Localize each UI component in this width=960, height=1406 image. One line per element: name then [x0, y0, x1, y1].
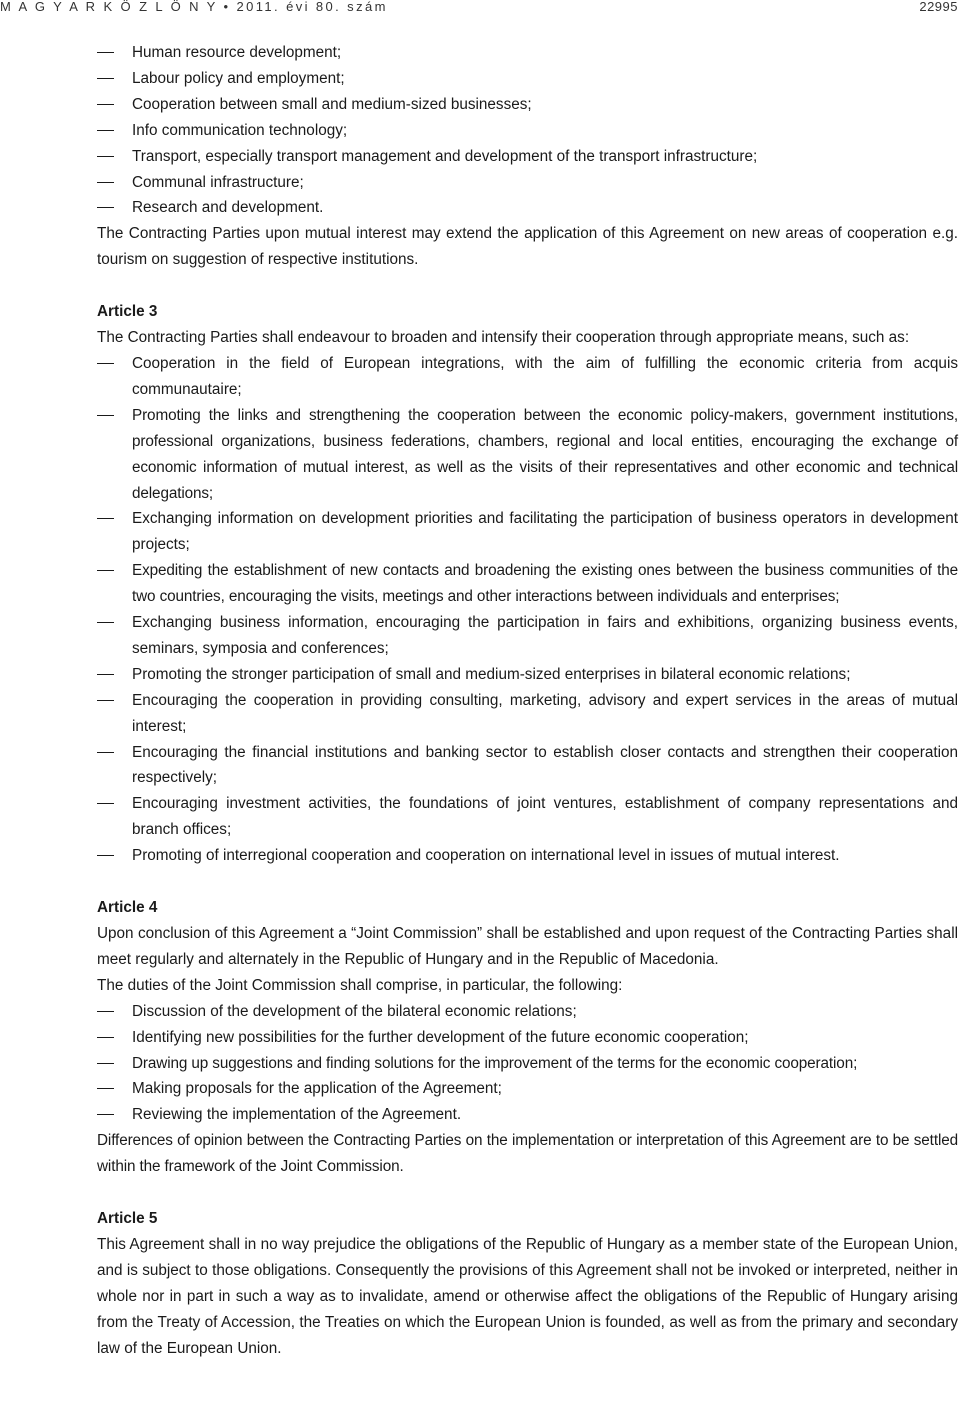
page-header	[0, 0, 960, 15]
list-item: Expediting the establishment of new contacts and broadening the existing ones between the business communities of the two countries, encouraging the visits, meetings and other interactions between individuals and enterprises;	[97, 558, 958, 610]
list-item: Exchanging information on development priorities and facilitating the participation of business operators in development projects;	[97, 506, 958, 558]
paragraph: Upon conclusion of this Agreement a “Joint Commission” shall be established and upon request of the Contracting Parties shall meet regularly and alternately in the Republic of Hungary and in the Republic of Macedonia.	[97, 925, 958, 968]
list-item: Exchanging business information, encouraging the participation in fairs and exhibitions, organizing business events, seminars, symposia and conferences;	[97, 610, 958, 662]
list-item: Transport, especially transport management and development of the transport infrastructure;	[97, 144, 958, 170]
article-5	[97, 1206, 958, 1361]
paragraph: Differences of opinion between the Contracting Parties on the implementation or interpretation of this Agreement are to be settled within the framework of the Joint Commission.	[97, 1132, 958, 1176]
list-item: Making proposals for the application of the Agreement;	[97, 1076, 958, 1102]
list-item: Encouraging the financial institutions and banking sector to establish closer contacts and strengthen their cooperation respectively;	[97, 740, 958, 792]
list-item: Encouraging the cooperation in providing consulting, marketing, advisory and expert services in the areas of mutual interest;	[97, 688, 958, 740]
list-item: Research and development.	[97, 195, 958, 221]
list-item: Reviewing the implementation of the Agreement.	[97, 1102, 958, 1128]
list-item: Promoting the links and strengthening the cooperation between the economic policy-makers, government institutions, professional organizations, business federations, chambers, regional and local entities, encouraging the exchange of economic information of mutual interest, as well as the visits of their representatives and other economic and technical delegations;	[97, 403, 958, 507]
list-item: Promoting of interregional cooperation and cooperation on international level in issues of mutual interest.	[97, 843, 958, 869]
list-item: Discussion of the development of the bilateral economic relations;	[97, 999, 958, 1025]
article-heading: Article 3	[97, 303, 158, 321]
paragraph: The duties of the Joint Commission shall comprise, in particular, the following:	[97, 976, 623, 994]
document-body	[97, 40, 958, 1362]
list-item: Human resource development;	[97, 40, 958, 66]
list-item: Info communication technology;	[97, 118, 958, 144]
list-item: Labour policy and employment;	[97, 66, 958, 92]
list-item: Identifying new possibilities for the further development of the future economic cooperation;	[97, 1025, 958, 1051]
article-4	[97, 895, 958, 1180]
list-item: Cooperation between small and medium-sized businesses;	[97, 92, 958, 118]
list-item: Encouraging investment activities, the foundations of joint ventures, establishment of company representations and branch offices;	[97, 791, 958, 843]
list-item: Cooperation in the field of European integrations, with the aim of fulfilling the economic criteria from acquis communautaire;	[97, 351, 958, 403]
article-heading: Article 4	[97, 899, 158, 917]
article-2-continuation	[97, 40, 958, 273]
list-item: Communal infrastructure;	[97, 170, 958, 196]
paragraph: This Agreement shall in no way prejudice the obligations of the Republic of Hungary as a member state of the European Union, and is subject to those obligations. Consequently the provisions of this Agreement shall not be invoked or interpreted, neither in whole nor in part in such a way as to invalidate, amend or otherwise affect the obligations of the Republic of Hungary arising from the Treaty of Accession, the Treaties on which the European Union is founded, as well as from the primary and secondary law of the European Union.	[97, 1235, 958, 1357]
article-heading: Article 5	[97, 1210, 158, 1228]
paragraph: The Contracting Parties shall endeavour to broaden and intensify their cooperation through appropriate means, such as:	[97, 329, 910, 347]
article-3	[97, 299, 958, 869]
paragraph: The Contracting Parties upon mutual interest may extend the application of this Agreement on new areas of cooperation e.g. tourism on suggestion of respective institutions.	[97, 225, 958, 269]
list-item: Promoting the stronger participation of small and medium-sized enterprises in bilateral economic relations;	[97, 662, 958, 688]
page-number: 22995	[919, 0, 958, 14]
list-item: Drawing up suggestions and finding solutions for the improvement of the terms for the economic cooperation;	[97, 1051, 958, 1077]
journal-title: M A G Y A R K Ö Z L Ö N Y • 2011. évi 80. szám	[0, 0, 388, 14]
